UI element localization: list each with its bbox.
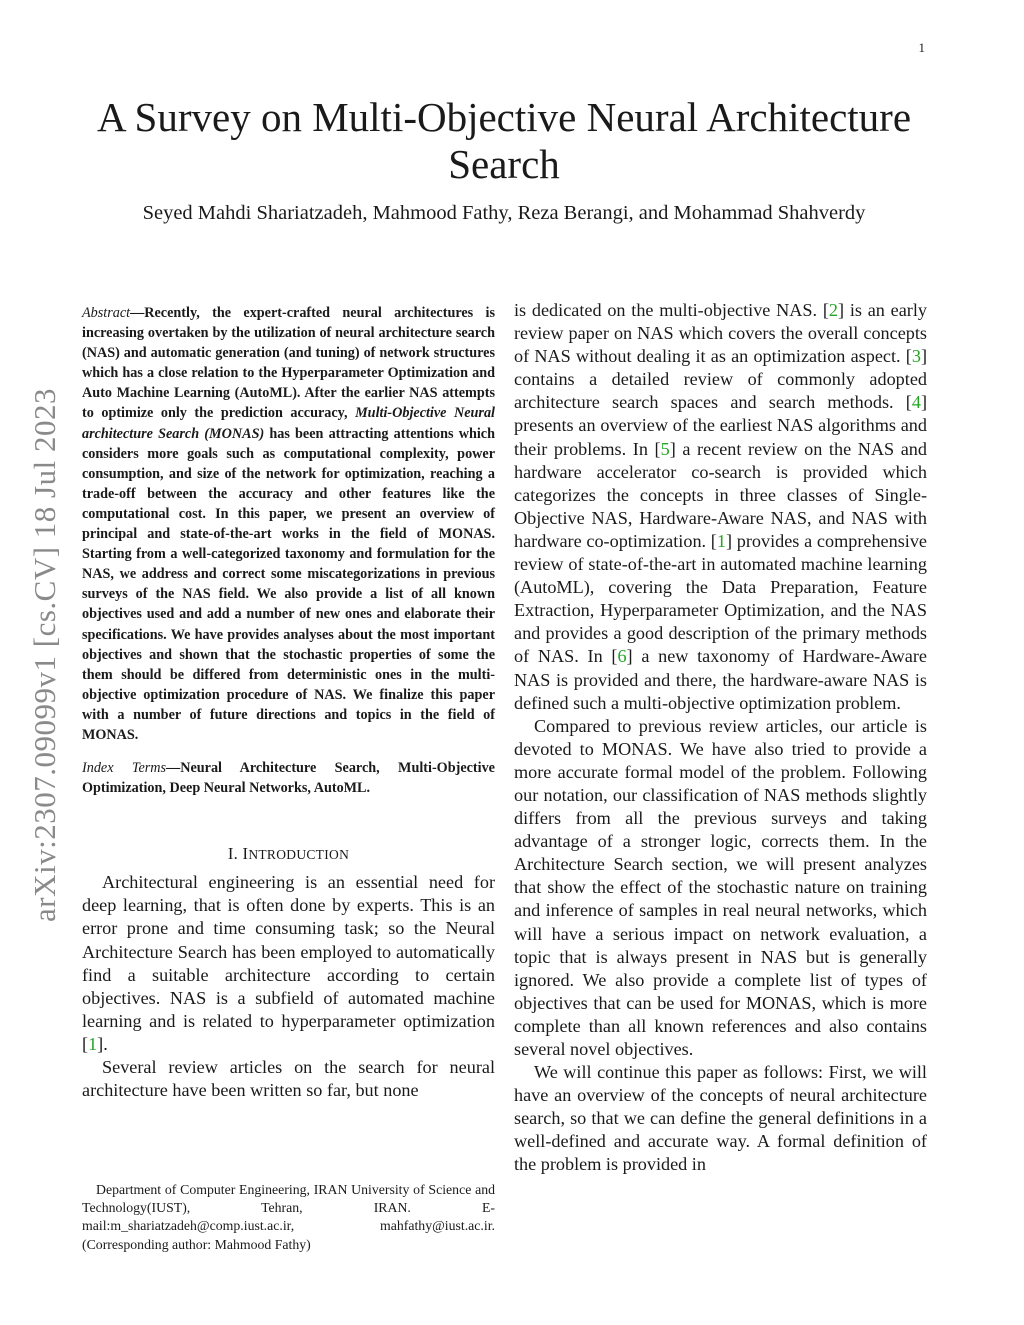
page-number: 1: [918, 40, 925, 55]
intro-paragraph-2: Several review articles on the search for neural architecture have been written so far, but none: [82, 1057, 495, 1101]
index-terms-dash: —: [166, 760, 181, 777]
author-list: Seyed Mahdi Shariatzadeh, Mahmood Fathy, Reza Berangi, and Mohammad Shahverdy: [142, 202, 866, 224]
review-text-b: ] is an early review paper on NAS which covers the overall concepts of NAS without dealing it as an optimization aspect. [: [514, 300, 927, 367]
review-text-e: ] a recent review on the NAS and hardware accelerator co-search is provided which categorizes the concepts in three classes of Single-Objective NAS, Hardware-Aware NAS, and NAS with hardware co-optimization. [: [514, 438, 927, 551]
left-column: [82, 303, 495, 1102]
section-rest-caps: NTRODUCTION: [248, 847, 350, 863]
contribution-paragraph: Compared to previous review articles, our article is devoted to MONAS. We have also tried to provide a more accurate formal model of the problem. Following our notation, our classification of NAS methods slightly differs from all the previous surveys and taking advantage of a stronger logic, corrects them. In the Architecture Search section, we will present analyzes that show the effect of the stochastic nature on training and inference of samples in real neural networks, which will have a serious impact on network evaluation, a topic that is always present in NAS but is generally ignored. We also provide a complete list of types of objectives that can be used for MONAS, which is more complete than all known references and also contains several novel objectives.: [514, 715, 927, 1059]
index-terms-label: Index Terms: [82, 760, 167, 777]
abstract-text-2: has been attracting attentions which considers more goals such as computational complexity, power consumption, and size of the network for optimization, reaching a trade-off between the accuracy and other features like the computational cost. In this paper, we present an overview of principal and state-of-the-art works in the field of MONAS. Starting from a well-categorized taxonomy and formulation for the NAS, we address and correct some miscategorizations in previous surveys of the NAS field. We also provide a list of all known objectives used and add a number of new ones and elaborate their specifications. We have provides analyses about the most important objectives and shown that the stochastic properties of some the them should be differed from deterministic ones in the multi-objective optimization procedure of NAS. We finalize this paper with a number of future directions and topics in the field of MONAS.: [82, 425, 495, 743]
arxiv-stamp: [25, 365, 65, 945]
review-text-c: ] contains a detailed review of commonly adopted architecture search spaces and search methods. [: [514, 346, 927, 413]
review-text-f: ] provides a comprehensive review of state-of-the-art in automated machine learning (AutoML), covering the Data Preparation, Feature Extraction, Hyperparameter Optimization, and the NAS and provides a good description of the primary methods of NAS. In [: [514, 530, 928, 667]
citation-link[interactable]: 1: [716, 530, 726, 551]
right-column: [514, 299, 927, 1177]
abstract: [82, 303, 495, 745]
intro-paragraph-1: [82, 871, 495, 1056]
citation-link[interactable]: 6: [617, 646, 627, 667]
citation-link[interactable]: 3: [911, 346, 921, 367]
citation-link[interactable]: 4: [911, 392, 921, 413]
section-heading-introduction: [82, 844, 495, 864]
review-text-d: ] presents an overview of the earliest NAS algorithms and their problems. In [: [514, 392, 927, 459]
affiliation-footnote: Department of Computer Engineering, IRAN University of Science and Technology(IUST), Tehran, IRAN. E-mail:m_shariatzadeh@comp.iust.ac.ir, mahfathy@iust.ac.ir.(Corresponding author: Mahmood Fathy): [82, 1182, 495, 1252]
review-paragraph: [514, 299, 927, 715]
citation-link[interactable]: 5: [660, 438, 670, 459]
index-terms-text: Neural Architecture Search, Multi-Objective Optimization, Deep Neural Networks, AutoML.: [82, 760, 495, 797]
section-numeral: I.: [227, 844, 243, 864]
citation-link[interactable]: 2: [828, 300, 838, 320]
paper-title: A Survey on Multi-Objective Neural Architecture Search: [96, 94, 912, 187]
intro-p1-text-a: Architectural engineering is an essential need for deep learning, that is often done by experts. This is an error prone and time consuming task; so the Neural Architecture Search has been employed to automatically find a suitable architecture according to certain objectives. NAS is a subfield of automated machine learning and is related to hyperparameter optimization [: [82, 872, 495, 1054]
abstract-dash: —: [130, 305, 145, 321]
abstract-label: Abstract: [82, 305, 131, 321]
arxiv-stamp-text: arXiv:2307.09099v1 [cs.CV] 18 Jul 2023: [27, 388, 62, 922]
intro-p1-text-b: ].: [97, 1033, 108, 1054]
section-first-letter: I: [242, 844, 249, 864]
review-text-g: ] a new taxonomy of Hardware-Aware NAS is provided and there, the hardware-aware NAS is defined such a multi-objective optimization problem.: [514, 646, 928, 713]
index-terms: [82, 758, 495, 798]
outline-paragraph: We will continue this paper as follows: First, we will have an overview of the concepts of neural architecture search, so that we can define the general definitions in a well-defined and accurate way. A formal definition of the problem is provided in: [514, 1062, 927, 1175]
citation-link[interactable]: 1: [88, 1033, 98, 1054]
review-text-a: is dedicated on the multi-objective NAS. [: [514, 300, 829, 320]
abstract-text-1: Recently, the expert-crafted neural architectures is increasing overtaken by the utilization of neural architecture search (NAS) and automatic generation (and tuning) of network structures which has a close relation to the Hyperparameter Optimization and Auto Machine Learning (AutoML). After the earlier NAS attempts to optimize only the prediction accuracy,: [82, 305, 495, 422]
abstract-monas-term: Multi-Objective Neural architecture Search (MONAS): [82, 405, 495, 442]
